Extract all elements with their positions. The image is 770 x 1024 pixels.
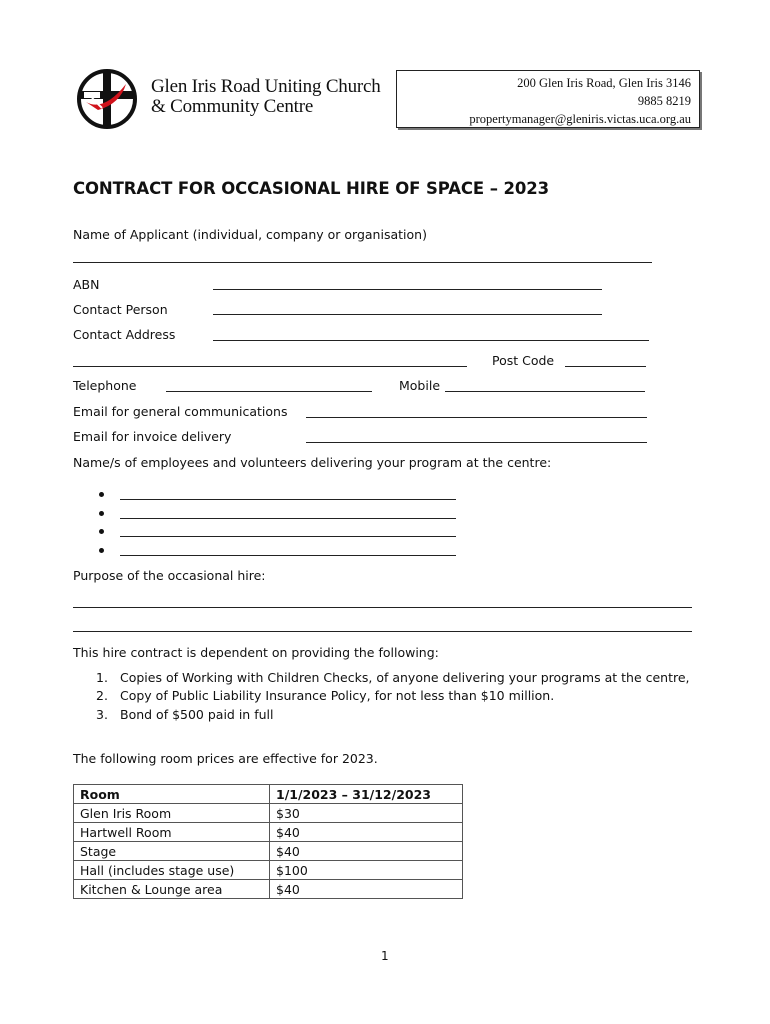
purpose-label: Purpose of the occasional hire: xyxy=(73,568,266,583)
contact-address-label: Contact Address xyxy=(73,327,176,342)
employees-label: Name/s of employees and volunteers delivering your program at the centre: xyxy=(73,455,552,470)
room-name: Hartwell Room xyxy=(74,823,270,842)
contact-address-field-line2[interactable] xyxy=(73,366,467,367)
room-name: Glen Iris Room xyxy=(74,804,270,823)
page-number: 1 xyxy=(381,949,389,963)
requirements-intro: This hire contract is dependent on providing the following: xyxy=(73,645,439,660)
purpose-field-line2[interactable] xyxy=(73,631,692,632)
applicant-field[interactable] xyxy=(73,262,652,263)
requirement-item xyxy=(96,670,690,685)
contact-phone: 9885 8219 xyxy=(637,94,691,108)
column-header-period: 1/1/2023 – 31/12/2023 xyxy=(270,785,463,804)
table-row xyxy=(74,823,463,842)
bullet-icon xyxy=(99,511,104,516)
purpose-field[interactable] xyxy=(73,607,692,608)
requirement-item xyxy=(96,688,555,703)
contact-email: propertymanager@gleniris.victas.uca.org.au xyxy=(469,112,691,126)
requirement-item xyxy=(96,707,274,722)
telephone-field[interactable] xyxy=(166,391,372,392)
email-general-label: Email for general communications xyxy=(73,404,288,419)
email-invoice-field[interactable] xyxy=(306,442,647,443)
post-code-label: Post Code xyxy=(492,353,555,368)
email-invoice-label: Email for invoice delivery xyxy=(73,429,232,444)
requirement-text: Copies of Working with Children Checks, of anyone delivering your programs at the centre, xyxy=(120,670,690,685)
bullet-icon xyxy=(99,529,104,534)
abn-field[interactable] xyxy=(213,289,602,290)
employee-field[interactable] xyxy=(120,499,456,500)
organisation-name xyxy=(151,77,381,117)
church-logo-icon xyxy=(74,68,140,130)
room-price: $40 xyxy=(270,823,463,842)
contact-address-field[interactable] xyxy=(213,340,649,341)
post-code-field[interactable] xyxy=(565,366,646,367)
employee-field[interactable] xyxy=(120,536,456,537)
room-price: $30 xyxy=(270,804,463,823)
table-row xyxy=(74,804,463,823)
requirement-text: Copy of Public Liability Insurance Policy, for not less than $10 million. xyxy=(120,688,555,703)
organisation-name-line2: & Community Centre xyxy=(151,96,314,117)
table-header-row xyxy=(74,785,463,804)
table-row xyxy=(74,880,463,899)
applicant-label: Name of Applicant (individual, company or organisation) xyxy=(73,227,427,242)
prices-intro: The following room prices are effective for 2023. xyxy=(73,751,378,766)
contact-info-box xyxy=(396,70,700,128)
room-price: $40 xyxy=(270,880,463,899)
table-row xyxy=(74,842,463,861)
mobile-field[interactable] xyxy=(445,391,645,392)
document-title: CONTRACT FOR OCCASIONAL HIRE OF SPACE – 2023 xyxy=(73,179,550,198)
contact-person-field[interactable] xyxy=(213,314,602,315)
bullet-icon xyxy=(99,492,104,497)
room-name: Kitchen & Lounge area xyxy=(74,880,270,899)
employee-field[interactable] xyxy=(120,518,456,519)
room-name: Hall (includes stage use) xyxy=(74,861,270,880)
room-name: Stage xyxy=(74,842,270,861)
room-price: $40 xyxy=(270,842,463,861)
requirement-number: 2. xyxy=(96,688,108,703)
requirement-number: 3. xyxy=(96,707,108,722)
employee-field[interactable] xyxy=(120,555,456,556)
email-general-field[interactable] xyxy=(306,417,647,418)
requirement-number: 1. xyxy=(96,670,108,685)
abn-label: ABN xyxy=(73,277,100,292)
bullet-icon xyxy=(99,548,104,553)
room-prices-table xyxy=(73,784,463,899)
table-row xyxy=(74,861,463,880)
telephone-label: Telephone xyxy=(73,378,137,393)
contact-person-label: Contact Person xyxy=(73,302,168,317)
requirement-text: Bond of $500 paid in full xyxy=(120,707,274,722)
contact-address: 200 Glen Iris Road, Glen Iris 3146 xyxy=(517,76,691,90)
mobile-label: Mobile xyxy=(399,378,441,393)
organisation-name-line1: Glen Iris Road Uniting Church xyxy=(151,76,381,97)
room-price: $100 xyxy=(270,861,463,880)
column-header-room: Room xyxy=(74,785,270,804)
